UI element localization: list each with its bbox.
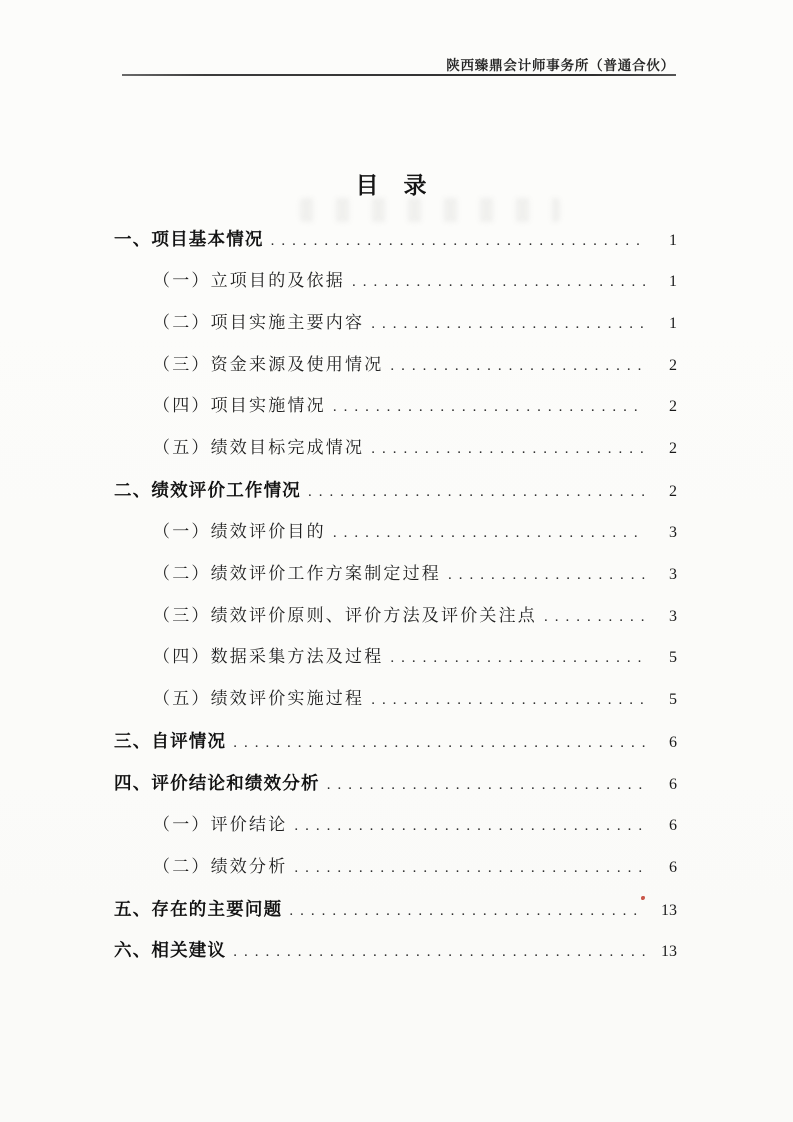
toc-entry-page-number: 13 xyxy=(661,943,677,961)
header-firm-name: 陕西臻鼎会计师事务所（普通合伙） xyxy=(446,58,675,73)
toc-entry-label: （一）绩效评价目的 xyxy=(153,521,326,541)
toc-entry-label: （一）评价结论 xyxy=(153,814,288,834)
toc-dot-leader xyxy=(289,902,645,922)
toc-entry-label: （二）绩效分析 xyxy=(153,856,288,876)
toc-entry xyxy=(114,939,677,981)
toc-dot-leader xyxy=(294,817,645,837)
toc-entry xyxy=(114,270,677,312)
toc-entry-page-number: 6 xyxy=(669,858,677,876)
toc-dot-leader xyxy=(308,483,645,503)
toc-dot-leader xyxy=(371,440,645,460)
toc-entry-page-number: 2 xyxy=(669,483,677,501)
toc-entry xyxy=(114,688,677,730)
toc-dot-leader xyxy=(233,734,645,754)
toc-entry-label: 六、相关建议 xyxy=(114,940,227,961)
toc-dot-leader xyxy=(544,608,645,628)
toc-entry-label: 二、绩效评价工作情况 xyxy=(114,480,301,501)
toc-entry xyxy=(114,563,677,605)
toc-dot-leader xyxy=(448,566,645,586)
toc-dot-leader xyxy=(271,232,645,252)
toc-entry xyxy=(114,856,677,898)
toc-entry-label: （四）数据采集方法及过程 xyxy=(153,647,384,667)
toc-dot-leader xyxy=(390,357,645,377)
toc-entry-page-number: 1 xyxy=(669,272,677,290)
toc-entry-page-number: 6 xyxy=(669,816,677,834)
toc-entry xyxy=(114,228,677,270)
toc-entry-label: （二）绩效评价工作方案制定过程 xyxy=(153,563,441,583)
toc-entry xyxy=(114,605,677,647)
toc-entry-page-number: 6 xyxy=(669,775,677,793)
toc-entry-label: 三、自评情况 xyxy=(114,731,227,752)
page-title: 目 录 xyxy=(355,172,428,198)
toc-entry-label: （一）立项目的及依据 xyxy=(153,270,345,290)
toc-entry-page-number: 1 xyxy=(669,232,677,249)
toc-entry-label: 四、评价结论和绩效分析 xyxy=(114,772,320,793)
toc-entry xyxy=(114,898,677,940)
header-rule xyxy=(122,74,676,76)
ink-bleed-artifact xyxy=(300,198,560,222)
toc-entry xyxy=(114,646,677,688)
toc-entry-label: （二）项目实施主要内容 xyxy=(153,312,365,332)
toc-entry-page-number: 5 xyxy=(669,691,677,709)
toc-entry xyxy=(114,521,677,563)
toc-entry-label: （五）绩效目标完成情况 xyxy=(153,438,365,458)
toc-dot-leader xyxy=(327,776,645,796)
toc-entry-label: （五）绩效评价实施过程 xyxy=(153,689,365,709)
toc-dot-leader xyxy=(294,859,645,879)
toc-entry-page-number: 3 xyxy=(669,607,677,625)
toc-dot-leader xyxy=(371,315,645,335)
toc-dot-leader xyxy=(333,398,645,418)
toc-entry xyxy=(114,814,677,856)
toc-entry-label: 五、存在的主要问题 xyxy=(114,898,283,919)
toc-entry xyxy=(114,312,677,354)
toc-entry-page-number: 1 xyxy=(669,314,677,332)
toc-entry-page-number: 2 xyxy=(669,356,677,374)
toc-list xyxy=(114,228,677,981)
toc-entry-label: （三）资金来源及使用情况 xyxy=(153,354,384,374)
toc-entry xyxy=(114,395,677,437)
toc-entry-page-number: 13 xyxy=(661,901,677,919)
toc-entry xyxy=(114,479,677,521)
toc-entry-page-number: 6 xyxy=(669,734,677,752)
toc-entry-page-number: 2 xyxy=(669,440,677,458)
toc-dot-leader xyxy=(233,943,645,963)
toc-entry-label: 一、项目基本情况 xyxy=(114,229,264,249)
toc-dot-leader xyxy=(333,524,645,544)
toc-entry-page-number: 5 xyxy=(669,649,677,667)
toc-dot-leader xyxy=(371,691,645,711)
toc-entry-page-number: 3 xyxy=(669,523,677,541)
toc-dot-leader xyxy=(352,273,645,293)
toc-entry-label: （四）项目实施情况 xyxy=(153,396,326,416)
toc-entry-label: （三）绩效评价原则、评价方法及评价关注点 xyxy=(153,605,537,625)
toc-entry xyxy=(114,354,677,396)
toc-entry-page-number: 3 xyxy=(669,565,677,583)
toc-entry xyxy=(114,772,677,814)
toc-entry xyxy=(114,437,677,479)
toc-entry-page-number: 2 xyxy=(669,398,677,416)
toc-entry xyxy=(114,730,677,772)
toc-dot-leader xyxy=(390,649,645,669)
